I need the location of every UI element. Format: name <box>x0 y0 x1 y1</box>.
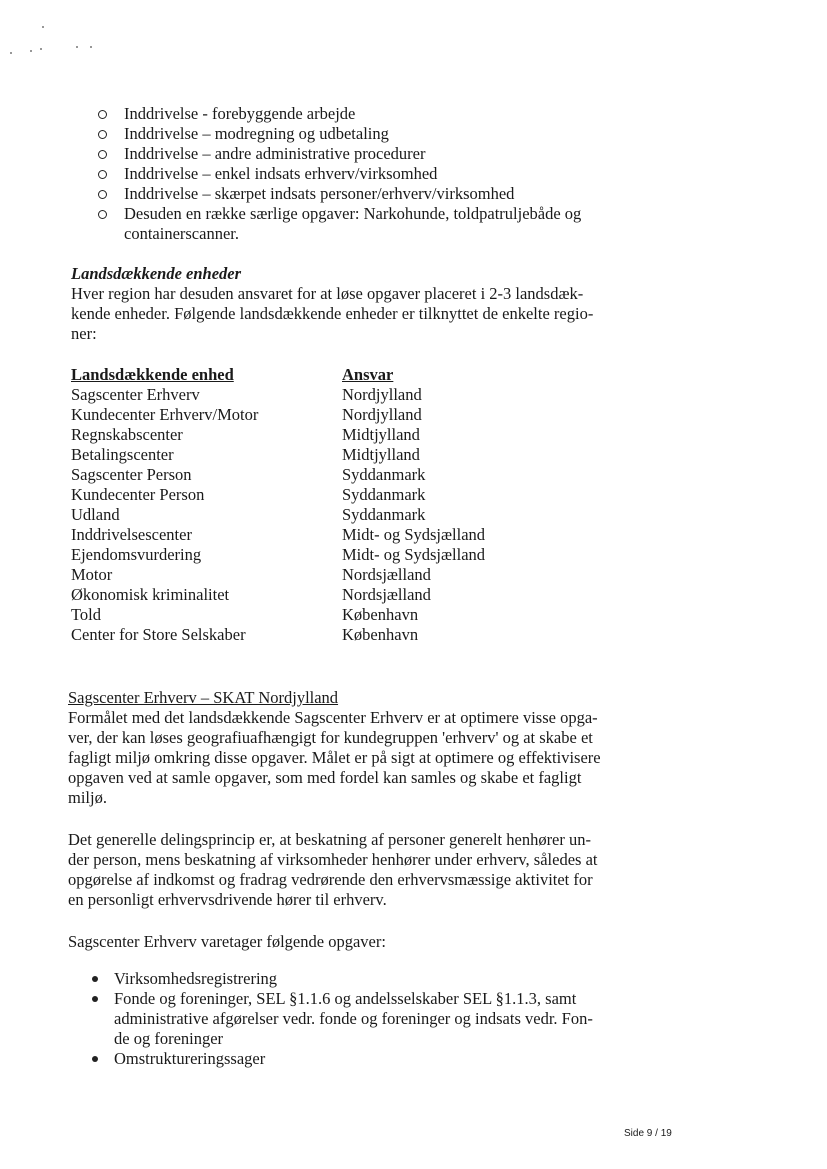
table-cell-unit: Udland <box>71 505 120 524</box>
table-cell-unit: Told <box>71 605 102 624</box>
paragraph-line: miljø. <box>68 788 107 807</box>
table-cell-region: Syddanmark <box>342 505 426 524</box>
table-cell-region: Midtjylland <box>342 425 420 444</box>
paragraph-line: fagligt miljø omkring disse opgaver. Målet er på sigt at optimere og effektivisere <box>68 748 601 767</box>
list-item: Fonde og foreninger, SEL §1.1.6 og andelsselskaber SEL §1.1.3, samt <box>114 989 577 1008</box>
table-cell-region: Syddanmark <box>342 465 426 484</box>
table-cell-unit: Center for Store Selskaber <box>71 625 246 644</box>
list-item: Omstruktureringssager <box>114 1049 266 1068</box>
scan-speck <box>42 26 44 28</box>
table-header-responsible: Ansvar <box>342 365 394 384</box>
table-cell-unit: Sagscenter Person <box>71 465 192 484</box>
scan-speck <box>10 52 12 54</box>
table-cell-region: Nordsjælland <box>342 585 431 604</box>
table-cell-region: Nordjylland <box>342 385 422 404</box>
circle-bullet-icon <box>98 170 107 179</box>
table-cell-unit: Regnskabscenter <box>71 425 183 444</box>
list-item-continuation: de og foreninger <box>114 1029 224 1048</box>
paragraph-line: ver, der kan løses geografiuafhængigt for kundegruppen 'erhverv' og at skabe et <box>68 728 593 747</box>
list-item: Desuden en række særlige opgaver: Narkohunde, toldpatruljebåde og <box>124 204 582 223</box>
scan-speck <box>30 50 32 52</box>
paragraph-line: Formålet med det landsdækkende Sagscenter Erhverv er at optimere visse opga- <box>68 708 598 727</box>
subsection-heading: Sagscenter Erhverv – SKAT Nordjylland <box>68 688 339 707</box>
table-cell-unit: Betalingscenter <box>71 445 174 464</box>
table-cell-unit: Økonomisk kriminalitet <box>71 585 230 604</box>
circle-bullet-icon <box>98 150 107 159</box>
page-number: Side 9 / 19 <box>624 1128 672 1139</box>
list-item: Inddrivelse – modregning og udbetaling <box>124 124 389 143</box>
intro-line: ner: <box>71 324 97 343</box>
paragraph-line: der person, mens beskatning af virksomheder henhører under erhverv, således at <box>68 850 598 869</box>
table-cell-region: Midtjylland <box>342 445 420 464</box>
list-item: Virksomhedsregistrering <box>114 969 278 988</box>
bullet-icon <box>92 1056 98 1062</box>
table-cell-unit: Motor <box>71 565 113 584</box>
section-heading: Landsdækkende enheder <box>71 264 242 283</box>
list-item: Inddrivelse – andre administrative procedurer <box>124 144 426 163</box>
circle-bullet-icon <box>98 190 107 199</box>
table-cell-unit: Sagscenter Erhverv <box>71 385 200 404</box>
table-cell-region: Midt- og Sydsjælland <box>342 545 486 564</box>
list-item: Inddrivelse – enkel indsats erhverv/virksomhed <box>124 164 438 183</box>
table-cell-unit: Kundecenter Erhverv/Motor <box>71 405 259 424</box>
table-cell-region: København <box>342 605 419 624</box>
bullet-icon <box>92 996 98 1002</box>
list-item: Inddrivelse - forebyggende arbejde <box>124 104 356 123</box>
paragraph-line: Det generelle delingsprincip er, at beskatning af personer generelt henhører un- <box>68 830 591 849</box>
list-item-continuation: containerscanner. <box>124 224 239 243</box>
intro-line: kende enheder. Følgende landsdækkende enheder er tilknyttet de enkelte regio- <box>71 304 594 323</box>
table-cell-unit: Inddrivelsescenter <box>71 525 192 544</box>
table-cell-region: København <box>342 625 419 644</box>
scan-speck <box>90 46 92 48</box>
bullet-icon <box>92 976 98 982</box>
paragraph-line: en personligt erhvervsdrivende hører til erhverv. <box>68 890 387 909</box>
table-cell-unit: Ejendomsvurdering <box>71 545 202 564</box>
circle-bullet-icon <box>98 130 107 139</box>
table-header-unit: Landsdækkende enhed <box>71 365 234 384</box>
scan-speck <box>40 48 42 50</box>
paragraph-line: opgørelse af indkomst og fradrag vedrørende den erhvervsmæssige aktivitet for <box>68 870 593 889</box>
scan-speck <box>76 46 78 48</box>
list-item-continuation: administrative afgørelser vedr. fonde og foreninger og indsats vedr. Fon- <box>114 1009 593 1028</box>
paragraph-line: Sagscenter Erhverv varetager følgende opgaver: <box>68 932 386 951</box>
table-cell-region: Syddanmark <box>342 485 426 504</box>
circle-bullet-icon <box>98 210 107 219</box>
table-cell-region: Nordjylland <box>342 405 422 424</box>
intro-line: Hver region har desuden ansvaret for at løse opgaver placeret i 2-3 landsdæk- <box>71 284 584 303</box>
table-cell-region: Nordsjælland <box>342 565 431 584</box>
table-cell-region: Midt- og Sydsjælland <box>342 525 486 544</box>
list-item: Inddrivelse – skærpet indsats personer/erhverv/virksomhed <box>124 184 515 203</box>
paragraph-line: opgaven ved at samle opgaver, som med fordel kan samles og skabe et fagligt <box>68 768 582 787</box>
table-cell-unit: Kundecenter Person <box>71 485 205 504</box>
circle-bullet-icon <box>98 110 107 119</box>
